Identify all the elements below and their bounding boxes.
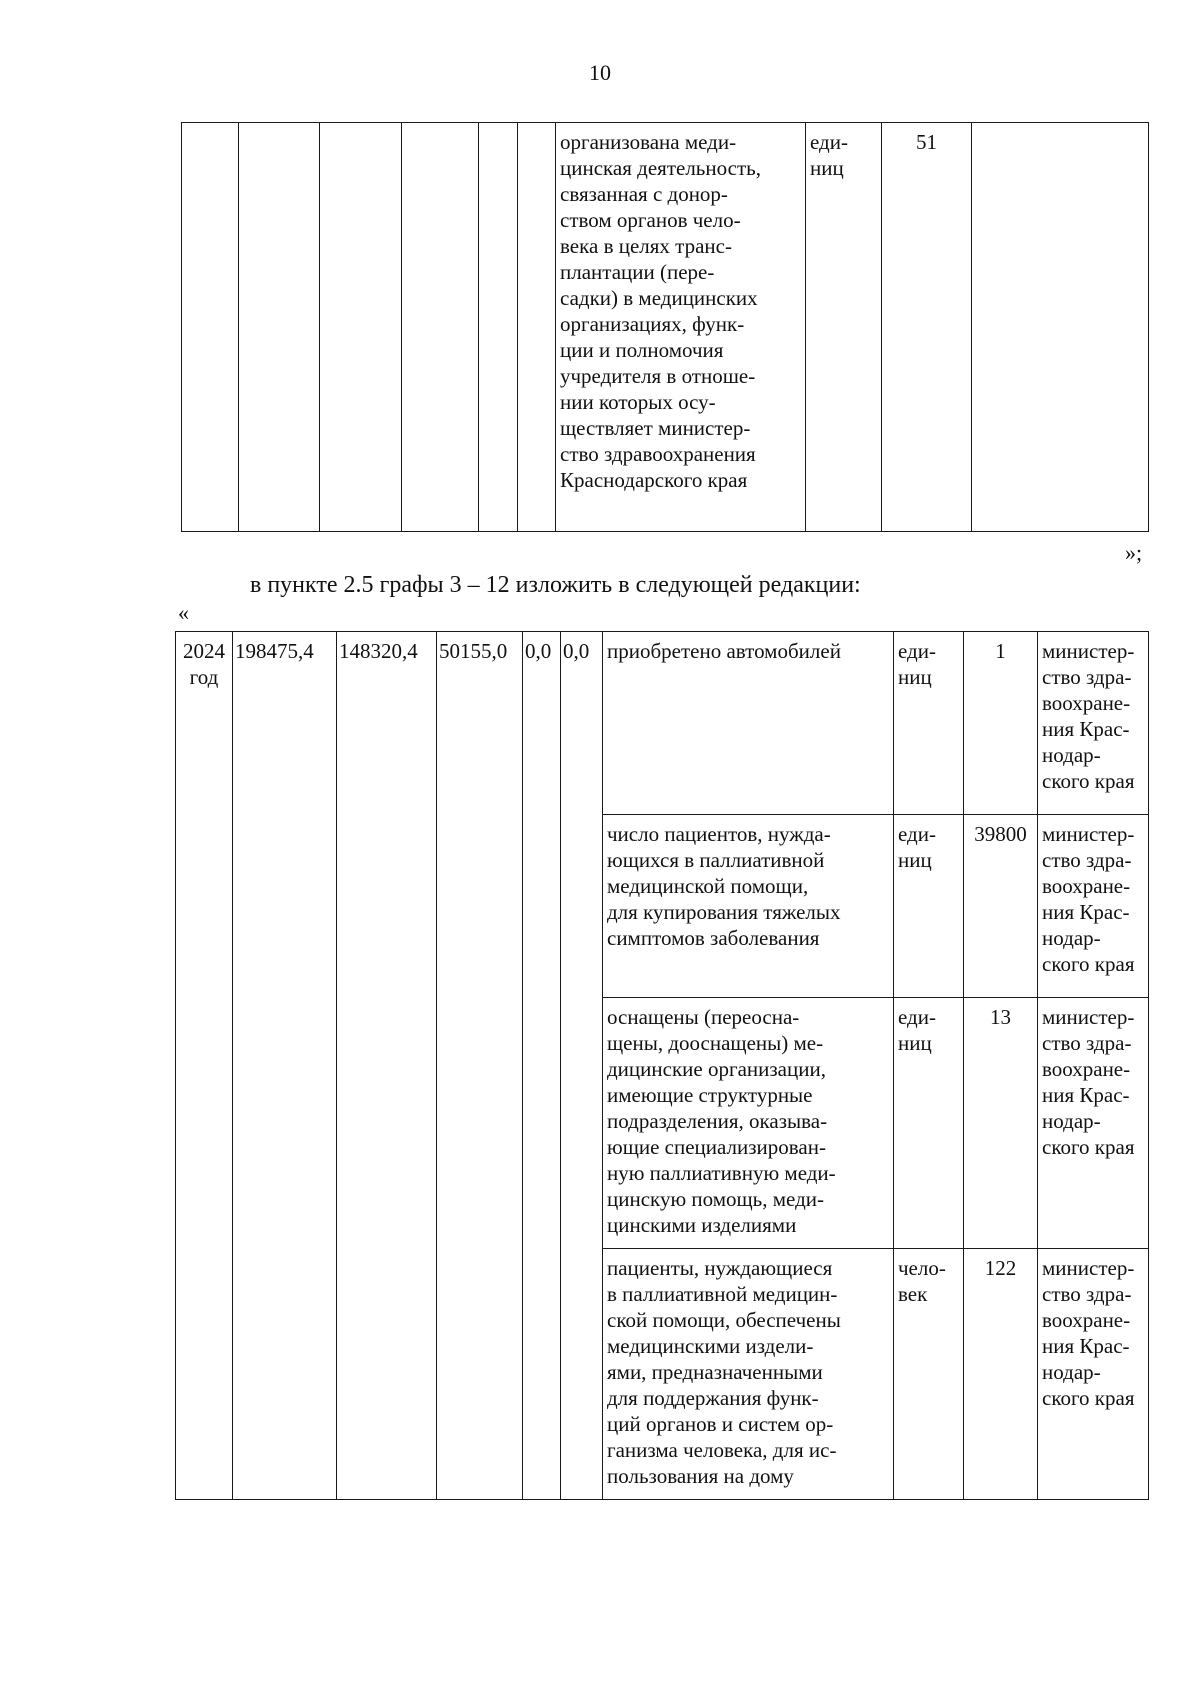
empty-cell	[518, 123, 556, 532]
empty-cell	[239, 123, 320, 532]
fund-c-cell: 0,0	[523, 632, 561, 1500]
revision-table	[175, 631, 1149, 1500]
indicator-value: 51	[882, 123, 972, 532]
indicator-value: 39800	[964, 815, 1038, 998]
closing-quote: »;	[1125, 540, 1143, 565]
fund-b-cell: 50155,0	[437, 632, 523, 1500]
table-row	[176, 632, 1149, 815]
empty-cell	[182, 123, 239, 532]
indicator-description: число пациентов, нужда- ющихся в паллиативной медицинской помощи, для купирования тяжелых симптомов заболевания	[603, 815, 894, 998]
total-amount-cell: 198475,4	[233, 632, 337, 1500]
empty-cell	[320, 123, 402, 532]
fund-d-cell: 0,0	[561, 632, 603, 1500]
indicator-unit: чело- век	[894, 1249, 964, 1500]
indicator-unit: еди- ниц	[806, 123, 882, 532]
fund-a-cell: 148320,4	[337, 632, 437, 1500]
year-cell: 2024 год	[176, 632, 233, 1500]
indicator-value: 122	[964, 1249, 1038, 1500]
empty-cell	[402, 123, 479, 532]
indicator-description: организована меди- цинская деятельность, связанная с донор- ством органов чело- века в целях транс- плантации (пере- садки) в медицинских организациях, функ- ции и полномочия учредителя в отноше- нии которых осу- ществляет министер- ство здравоохранения Краснодарского края	[556, 123, 806, 532]
instruction-text: в пункте 2.5 графы 3 – 12 изложить в следующей редакции:	[250, 572, 861, 598]
continuation-table	[181, 122, 1149, 532]
indicator-unit: еди- ниц	[894, 632, 964, 815]
indicator-description: приобретено автомобилей	[603, 632, 894, 815]
indicator-executor: министер- ство здра- воохране- ния Крас- нодар- ского края	[1038, 815, 1149, 998]
empty-cell	[479, 123, 518, 532]
page-number: 10	[589, 60, 611, 85]
table-row	[182, 123, 1149, 532]
empty-cell	[972, 123, 1149, 532]
indicator-value: 1	[964, 632, 1038, 815]
indicator-description: пациенты, нуждающиеся в паллиативной медицин- ской помощи, обеспечены медицинскими издели- ями, предназначенными для поддержания функ- ций органов и систем ор- ганизма человека, для ис- пользования на дому	[603, 1249, 894, 1500]
indicator-executor: министер- ство здра- воохране- ния Крас- нодар- ского края	[1038, 998, 1149, 1249]
indicator-value: 13	[964, 998, 1038, 1249]
indicator-executor: министер- ство здра- воохране- ния Крас- нодар- ского края	[1038, 1249, 1149, 1500]
indicator-unit: еди- ниц	[894, 815, 964, 998]
indicator-executor: министер- ство здра- воохране- ния Крас- нодар- ского края	[1038, 632, 1149, 815]
opening-quote: «	[178, 600, 189, 625]
indicator-unit: еди- ниц	[894, 998, 964, 1249]
indicator-description: оснащены (переосна- щены, дооснащены) ме- дицинские организации, имеющие структурные подразделения, оказыва- ющие специализирован- ную паллиативную меди- цинскую помощь, меди- цинскими изделиями	[603, 998, 894, 1249]
